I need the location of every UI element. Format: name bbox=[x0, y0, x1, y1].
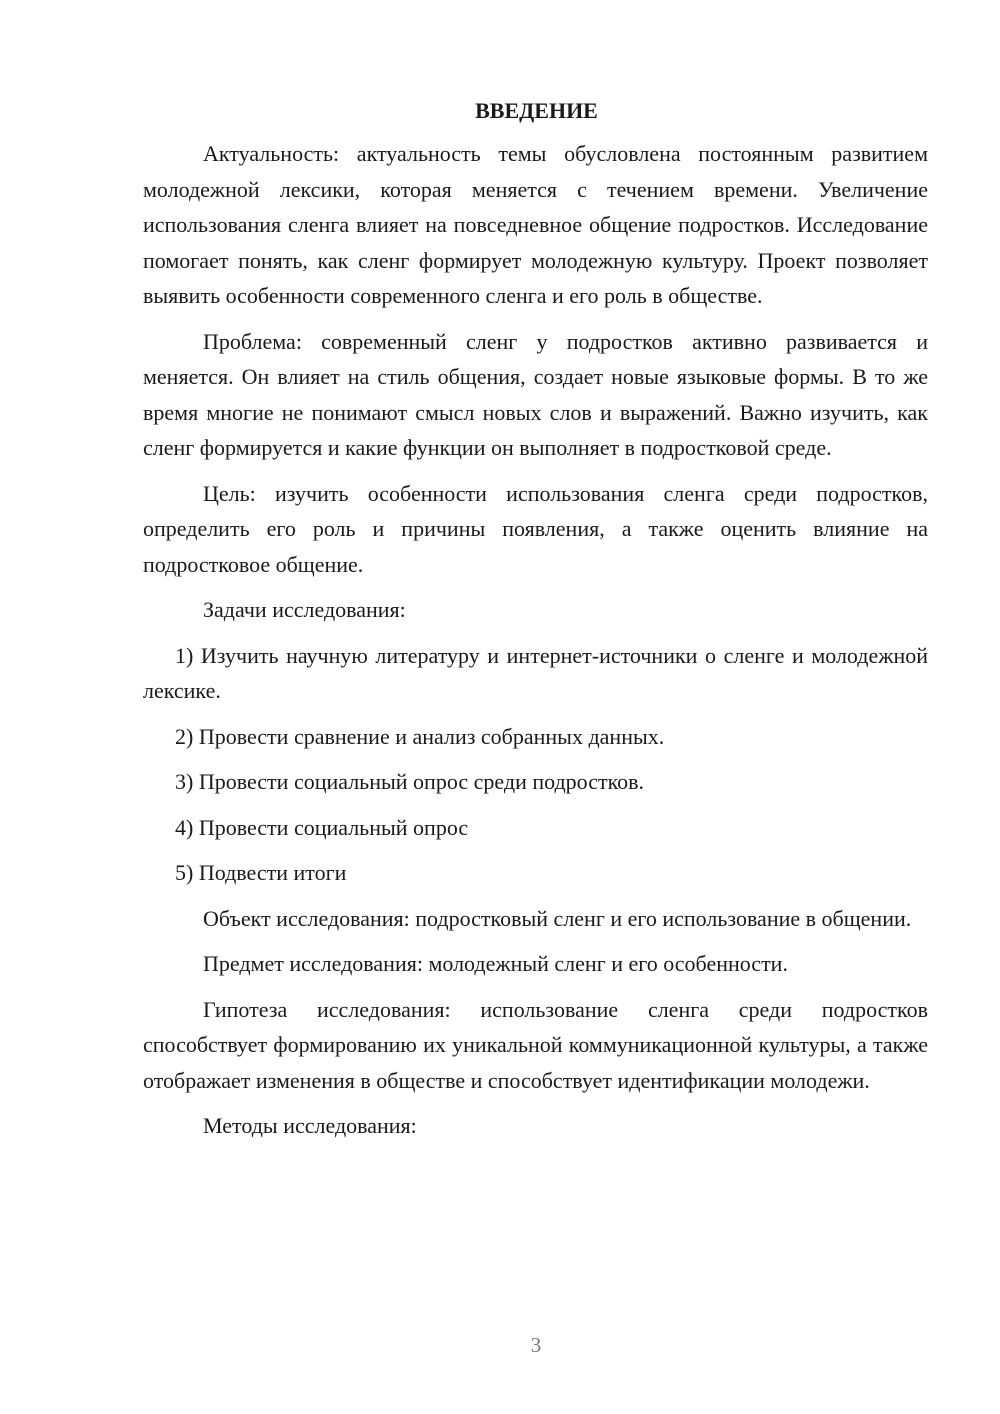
problem-paragraph: Проблема: современный сленг у подростков активно развивается и меняется. Он влияет на стиль общения, создает новые языковые формы. В то же время многие не понимают смысл новых слов и выражений. Важно изучить, как сленг формируется и какие функции он выполняет в подростковой среде. bbox=[143, 328, 928, 460]
methods-heading: Методы исследования: bbox=[203, 1113, 417, 1138]
section-title: ВВЕДЕНИЕ bbox=[475, 98, 598, 123]
object-paragraph: Объект исследования: подростковый сленг и его использование в общении. bbox=[203, 905, 912, 931]
task-item: 3) Провести социальный опрос среди подростков. bbox=[175, 769, 645, 794]
task-item: 4) Провести социальный опрос bbox=[175, 814, 469, 840]
hypothesis-paragraph: Гипотеза исследования: использование сленга среди подростков способствует формированию их уникальной коммуникационной культуры, а также отображает изменения в обществе и способствует идентификации молодежи. bbox=[143, 996, 928, 1093]
goal-paragraph: Цель: изучить особенности использования сленга среди подростков, определить его роль и причины появления, а также оценить влияние на подростковое общение. bbox=[143, 480, 928, 577]
tasks-heading: Задачи исследования: bbox=[203, 597, 406, 622]
task-item: 1) Изучить научную литературу и интернет-источники о сленге и молодежной лексике. bbox=[143, 642, 928, 703]
page-number: 3 bbox=[530, 1333, 542, 1357]
task-item: 2) Провести сравнение и анализ собранных данных. bbox=[175, 723, 665, 749]
relevance-paragraph: Актуальность: актуальность темы обусловлена постоянным развитием молодежной лексики, которая меняется с течением времени. Увеличение использования сленга влияет на повседневное общение подростков. Исследование помогает понять, как сленг формирует молодежную культуру. Проект позволяет выявить особенности современного сленга и его роль в обществе. bbox=[143, 141, 928, 308]
subject-paragraph: Предмет исследования: молодежный сленг и его особенности. bbox=[203, 951, 788, 976]
page-content bbox=[143, 96, 928, 1154]
task-item: 5) Подвести итоги bbox=[175, 860, 347, 885]
